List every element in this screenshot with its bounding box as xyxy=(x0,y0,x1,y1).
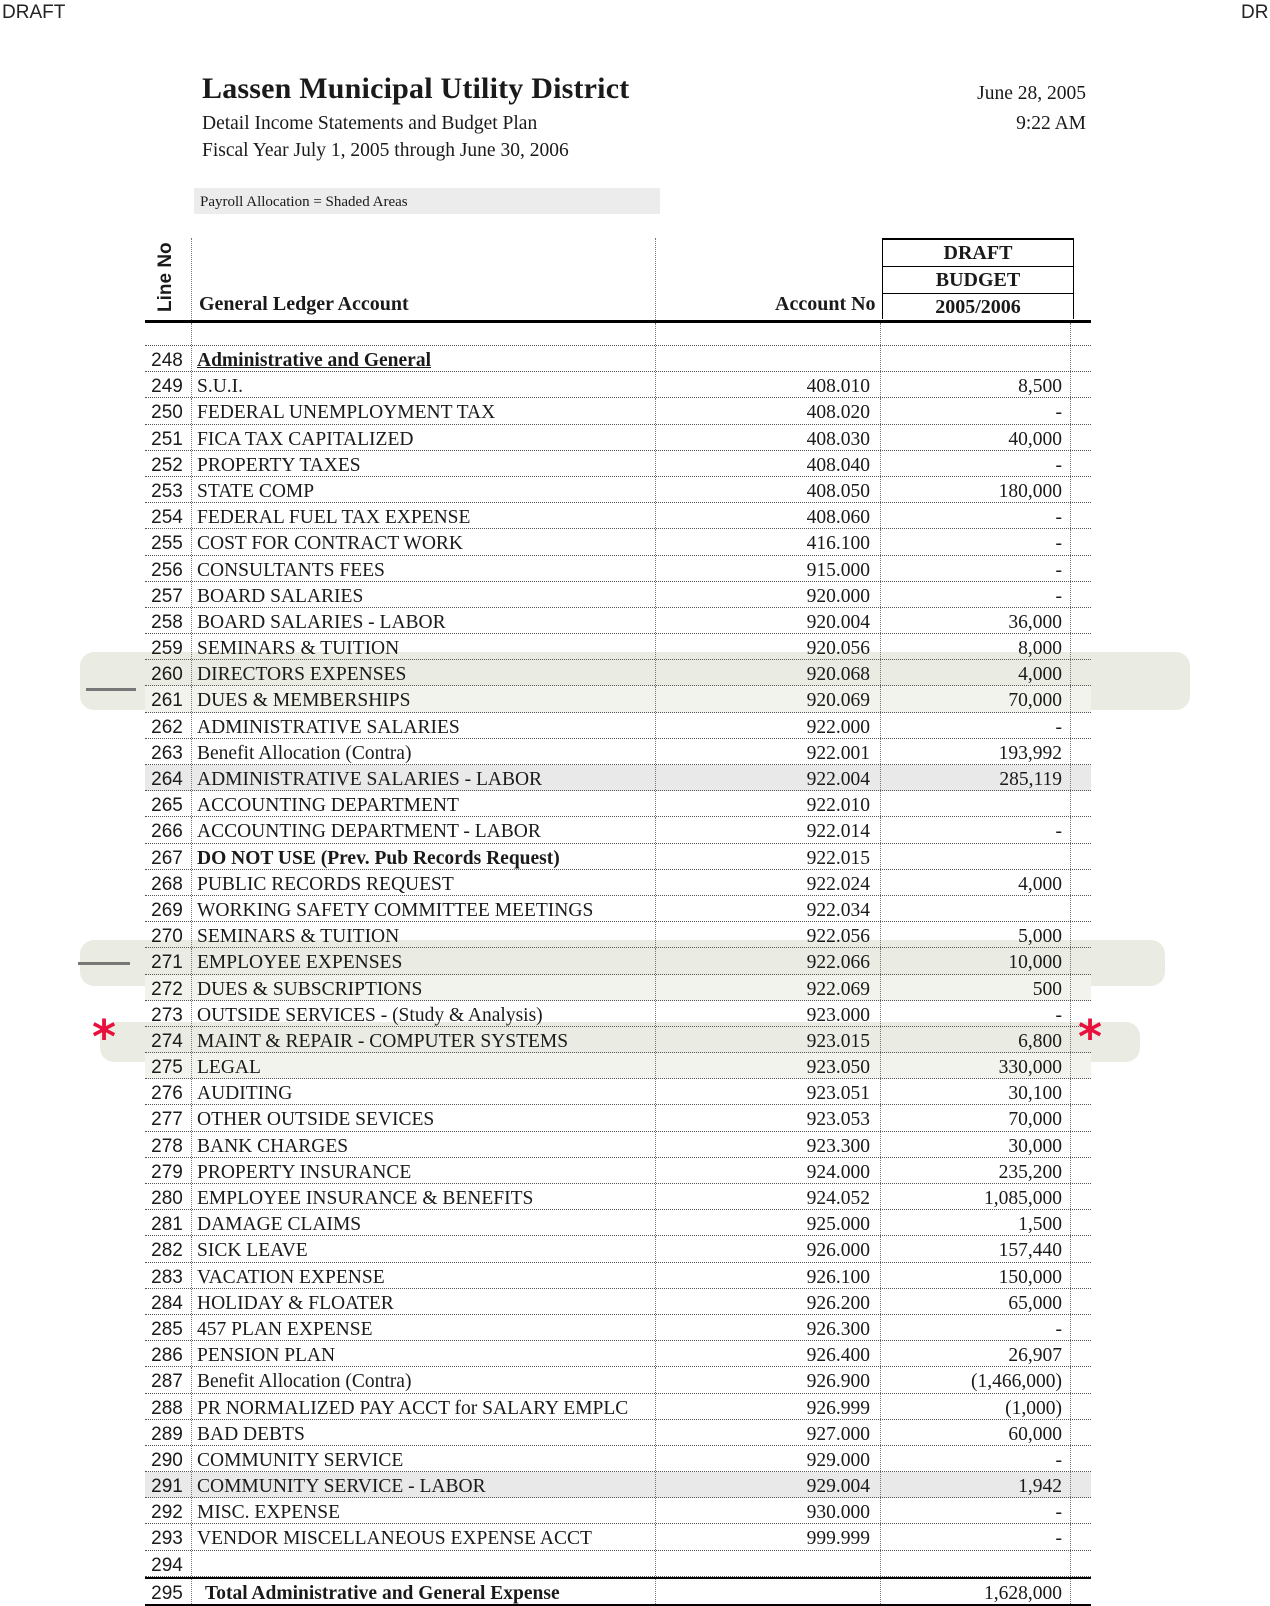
table-row xyxy=(145,1079,1091,1105)
account-number: 408.030 xyxy=(806,428,870,450)
table-row xyxy=(145,477,1091,503)
budget-amount: - xyxy=(1055,716,1062,738)
account-number: 922.014 xyxy=(806,821,870,843)
account-number: 922.010 xyxy=(806,795,870,817)
account-name: SEMINARS & TUITION xyxy=(197,638,400,660)
budget-amount: 193,992 xyxy=(998,742,1062,764)
account-number: 926.999 xyxy=(806,1397,870,1419)
line-number: 256 xyxy=(151,559,183,581)
table-row xyxy=(145,1367,1091,1393)
line-number: 264 xyxy=(151,769,183,790)
line-number: 260 xyxy=(151,664,183,686)
account-number: 920.004 xyxy=(806,611,870,633)
line-number: 267 xyxy=(151,847,183,869)
table-spacer-row xyxy=(145,323,1091,346)
table-row xyxy=(145,948,1091,974)
budget-amount: 30,000 xyxy=(1008,1135,1062,1157)
budget-amount: 157,440 xyxy=(998,1240,1062,1262)
table-row xyxy=(145,870,1091,896)
line-number: 294 xyxy=(151,1554,183,1576)
account-name: PENSION PLAN xyxy=(197,1345,336,1367)
account-number: 922.001 xyxy=(806,742,870,764)
account-number: 923.015 xyxy=(806,1030,870,1052)
table-row xyxy=(145,1053,1091,1079)
account-name: COST FOR CONTRACT WORK xyxy=(197,533,464,555)
table-row xyxy=(145,1446,1091,1472)
account-name: FICA TAX CAPITALIZED xyxy=(197,428,414,450)
account-number: 923.050 xyxy=(806,1057,870,1079)
budget-amount: 40,000 xyxy=(1008,428,1062,450)
budget-amount: - xyxy=(1055,821,1062,843)
budget-amount: 235,200 xyxy=(998,1161,1062,1183)
budget-amount: 1,628,000 xyxy=(984,1582,1062,1604)
account-number: 999.999 xyxy=(806,1528,870,1550)
budget-amount: - xyxy=(1055,1449,1062,1471)
account-name: PROPERTY INSURANCE xyxy=(197,1161,412,1183)
line-number: 252 xyxy=(151,454,183,476)
budget-header-budget: BUDGET xyxy=(883,266,1073,294)
account-number: 920.068 xyxy=(806,664,870,686)
line-number: 277 xyxy=(151,1109,183,1131)
account-number: 408.010 xyxy=(806,376,870,398)
budget-amount: 36,000 xyxy=(1008,611,1062,633)
budget-amount: (1,000) xyxy=(1005,1397,1062,1419)
table-row xyxy=(145,1420,1091,1446)
account-name: LEGAL xyxy=(197,1057,261,1079)
line-number: 276 xyxy=(151,1083,183,1105)
line-number: 287 xyxy=(151,1371,183,1393)
budget-amount: 70,000 xyxy=(1008,690,1062,712)
line-number: 253 xyxy=(151,480,183,502)
account-name: EMPLOYEE INSURANCE & BENEFITS xyxy=(197,1188,534,1209)
account-number: 915.000 xyxy=(806,559,870,581)
line-number: 281 xyxy=(151,1214,183,1236)
account-number: 922.015 xyxy=(806,847,870,869)
line-number: 250 xyxy=(151,402,183,424)
account-number: 926.900 xyxy=(806,1371,870,1393)
account-name: ADMINISTRATIVE SALARIES xyxy=(197,716,460,738)
table-row xyxy=(145,1001,1091,1027)
line-number: 263 xyxy=(151,742,183,764)
account-name: 457 PLAN EXPENSE xyxy=(197,1318,373,1340)
budget-amount: 150,000 xyxy=(998,1266,1062,1288)
account-name: SEMINARS & TUITION xyxy=(197,926,400,948)
budget-amount: 180,000 xyxy=(998,480,1062,502)
budget-amount xyxy=(882,844,1062,869)
budget-amount: 26,907 xyxy=(1008,1345,1062,1367)
line-number: 271 xyxy=(151,952,183,974)
table-row xyxy=(145,1289,1091,1315)
account-number: 929.004 xyxy=(806,1476,870,1498)
budget-amount xyxy=(882,346,1062,371)
account-number: 924.052 xyxy=(806,1188,870,1209)
line-number: 278 xyxy=(151,1135,183,1157)
general-ledger-account-header: General Ledger Account xyxy=(199,293,409,315)
line-number: 261 xyxy=(151,690,183,712)
table-row xyxy=(145,451,1091,477)
account-number: 926.000 xyxy=(806,1240,870,1262)
table-row xyxy=(145,739,1091,765)
budget-amount: 4,000 xyxy=(1018,873,1062,895)
table-row xyxy=(145,686,1091,712)
budget-header xyxy=(882,238,1074,319)
budget-amount: 500 xyxy=(1032,978,1062,1000)
account-name: FEDERAL FUEL TAX EXPENSE xyxy=(197,507,471,529)
line-number: 254 xyxy=(151,507,183,529)
line-number: 284 xyxy=(151,1292,183,1314)
account-number: 923.300 xyxy=(806,1135,870,1157)
account-number: 922.069 xyxy=(806,978,870,1000)
table-row xyxy=(145,346,1091,372)
account-name: FEDERAL UNEMPLOYMENT TAX xyxy=(197,402,496,424)
account-name: DUES & MEMBERSHIPS xyxy=(197,690,411,712)
pen-mark xyxy=(78,962,130,965)
table-row xyxy=(145,1577,1091,1606)
account-name xyxy=(197,1551,655,1576)
table-row xyxy=(145,1498,1091,1524)
table-row xyxy=(145,608,1091,634)
budget-header-year: 2005/2006 xyxy=(935,296,1021,318)
account-number: 926.400 xyxy=(806,1345,870,1367)
table-row xyxy=(145,1551,1091,1577)
account-number: 922.004 xyxy=(806,769,870,790)
account-number: 922.056 xyxy=(806,926,870,948)
account-name: S.U.I. xyxy=(197,376,244,398)
line-number: 255 xyxy=(151,533,183,555)
account-number: 920.000 xyxy=(806,585,870,607)
line-number: 285 xyxy=(151,1318,183,1340)
account-number: 922.000 xyxy=(806,716,870,738)
table-row xyxy=(145,1132,1091,1158)
table-row xyxy=(145,1524,1091,1550)
account-name: BAD DEBTS xyxy=(197,1423,305,1445)
line-number: 275 xyxy=(151,1057,183,1079)
table-row xyxy=(145,1341,1091,1367)
table-row xyxy=(145,1394,1091,1420)
table-row xyxy=(145,844,1091,870)
budget-amount: 30,100 xyxy=(1008,1083,1062,1105)
budget-amount: 285,119 xyxy=(999,769,1062,790)
budget-amount: 60,000 xyxy=(1008,1423,1062,1445)
budget-amount: 65,000 xyxy=(1008,1292,1062,1314)
line-number: 262 xyxy=(151,716,183,738)
budget-amount xyxy=(882,1551,1062,1576)
draft-watermark-right: DR xyxy=(1241,2,1269,23)
budget-amount xyxy=(882,791,1062,816)
table-row xyxy=(145,1027,1091,1053)
account-number: 923.053 xyxy=(806,1109,870,1131)
table-row xyxy=(145,398,1091,424)
account-name: EMPLOYEE EXPENSES xyxy=(197,952,403,974)
account-number: 416.100 xyxy=(806,533,870,555)
payroll-allocation-note: Payroll Allocation = Shaded Areas xyxy=(194,188,660,214)
account-number: 920.069 xyxy=(806,690,870,712)
line-number: 291 xyxy=(151,1476,183,1498)
line-number: 248 xyxy=(151,350,183,371)
table-row xyxy=(145,660,1091,686)
budget-amount: 1,942 xyxy=(1018,1476,1062,1498)
line-number: 265 xyxy=(151,795,183,817)
account-name: OTHER OUTSIDE SEVICES xyxy=(197,1109,435,1131)
fiscal-year-line: Fiscal Year July 1, 2005 through June 30, 2006 xyxy=(202,140,569,161)
account-name: PUBLIC RECORDS REQUEST xyxy=(197,873,454,895)
account-name: AUDITING xyxy=(197,1083,293,1105)
line-number: 269 xyxy=(151,899,183,921)
table-row xyxy=(145,791,1091,817)
account-name: VACATION EXPENSE xyxy=(197,1266,385,1288)
account-name: HOLIDAY & FLOATER xyxy=(197,1292,394,1314)
account-name: ACCOUNTING DEPARTMENT xyxy=(197,795,459,817)
account-number: 922.066 xyxy=(806,952,870,974)
budget-amount xyxy=(882,896,1062,921)
line-number: 286 xyxy=(151,1345,183,1367)
budget-amount: - xyxy=(1055,454,1062,476)
account-name: DUES & SUBSCRIPTIONS xyxy=(197,978,423,1000)
account-number xyxy=(657,1579,870,1604)
budget-amount: 10,000 xyxy=(1008,952,1062,974)
red-asterisk-right: * xyxy=(1078,1010,1103,1064)
account-number: 926.200 xyxy=(806,1292,870,1314)
account-name: WORKING SAFETY COMMITTEE MEETINGS xyxy=(197,899,594,921)
account-name: CONSULTANTS FEES xyxy=(197,559,385,581)
account-number: 408.050 xyxy=(806,480,870,502)
table-row xyxy=(145,975,1091,1001)
budget-amount: - xyxy=(1055,559,1062,581)
line-number: 290 xyxy=(151,1449,183,1471)
account-number: 930.000 xyxy=(806,1502,870,1524)
account-number: 924.000 xyxy=(806,1161,870,1183)
account-number: 926.300 xyxy=(806,1318,870,1340)
budget-amount: - xyxy=(1055,402,1062,424)
account-number: 925.000 xyxy=(806,1214,870,1236)
budget-amount: 1,085,000 xyxy=(984,1188,1062,1209)
table-row xyxy=(145,1184,1091,1210)
line-number: 259 xyxy=(151,638,183,660)
budget-amount: - xyxy=(1055,1004,1062,1026)
pen-mark xyxy=(86,688,136,691)
report-time: 9:22 AM xyxy=(1016,113,1086,134)
line-number: 280 xyxy=(151,1188,183,1209)
budget-amount: 330,000 xyxy=(998,1057,1062,1079)
table-row xyxy=(145,1210,1091,1236)
account-no-header: Account No xyxy=(775,293,876,315)
table-row xyxy=(145,582,1091,608)
account-name: PR NORMALIZED PAY ACCT for SALARY EMPLC xyxy=(197,1397,629,1419)
account-number: 922.034 xyxy=(806,899,870,921)
account-name: BANK CHARGES xyxy=(197,1135,349,1157)
account-number xyxy=(657,346,870,371)
account-name: DAMAGE CLAIMS xyxy=(197,1214,362,1236)
account-name: BOARD SALARIES xyxy=(197,585,364,607)
table-row xyxy=(145,503,1091,529)
line-number: 292 xyxy=(151,1502,183,1524)
report-title: Lassen Municipal Utility District xyxy=(202,72,630,105)
table-body xyxy=(145,346,1091,1606)
table-row xyxy=(145,1105,1091,1131)
account-number: 920.056 xyxy=(806,638,870,660)
budget-amount: - xyxy=(1055,1528,1062,1550)
table-row xyxy=(145,1472,1091,1498)
budget-amount: - xyxy=(1055,507,1062,529)
account-name: MAINT & REPAIR - COMPUTER SYSTEMS xyxy=(197,1030,569,1052)
account-name: BOARD SALARIES - LABOR xyxy=(197,611,446,633)
account-number: 929.000 xyxy=(806,1449,870,1471)
table-row xyxy=(145,765,1091,791)
line-number: 295 xyxy=(151,1582,183,1604)
line-number: 257 xyxy=(151,585,183,607)
account-name: Total Administrative and General Expense xyxy=(205,1582,560,1604)
table-row xyxy=(145,556,1091,582)
line-number: 282 xyxy=(151,1240,183,1262)
table-row xyxy=(145,713,1091,739)
table-row xyxy=(145,1158,1091,1184)
account-number: 408.040 xyxy=(806,454,870,476)
account-name: STATE COMP xyxy=(197,480,315,502)
table-row xyxy=(145,1315,1091,1341)
account-name: ADMINISTRATIVE SALARIES - LABOR xyxy=(197,769,543,790)
report-subtitle: Detail Income Statements and Budget Plan xyxy=(202,113,538,134)
line-number: 266 xyxy=(151,821,183,843)
line-number: 279 xyxy=(151,1161,183,1183)
line-number: 288 xyxy=(151,1397,183,1419)
account-number: 926.100 xyxy=(806,1266,870,1288)
budget-amount: (1,466,000) xyxy=(971,1371,1062,1393)
account-name: DIRECTORS EXPENSES xyxy=(197,664,407,686)
red-asterisk-left: * xyxy=(92,1010,117,1064)
budget-table xyxy=(145,238,1091,1606)
account-number: 927.000 xyxy=(806,1423,870,1445)
account-number: 922.024 xyxy=(806,873,870,895)
line-number: 283 xyxy=(151,1266,183,1288)
line-number: 273 xyxy=(151,1004,183,1026)
account-number: 408.060 xyxy=(806,507,870,529)
table-row xyxy=(145,529,1091,555)
line-no-header: Line No xyxy=(155,242,176,312)
table-row xyxy=(145,1236,1091,1262)
account-number xyxy=(657,1551,870,1576)
account-number: 923.000 xyxy=(806,1004,870,1026)
table-row xyxy=(145,425,1091,451)
budget-amount: 8,000 xyxy=(1018,638,1062,660)
table-row xyxy=(145,896,1091,922)
account-name: PROPERTY TAXES xyxy=(197,454,361,476)
table-row xyxy=(145,634,1091,660)
budget-amount: 70,000 xyxy=(1008,1109,1062,1131)
line-number: 274 xyxy=(151,1030,183,1052)
budget-header-draft: DRAFT xyxy=(943,242,1013,264)
table-header xyxy=(145,238,1091,323)
budget-amount: 6,800 xyxy=(1018,1030,1062,1052)
account-number: 408.020 xyxy=(806,402,870,424)
account-name: OUTSIDE SERVICES - (Study & Analysis) xyxy=(197,1004,543,1026)
table-row xyxy=(145,372,1091,398)
account-name: ACCOUNTING DEPARTMENT - LABOR xyxy=(197,821,541,843)
line-number: 268 xyxy=(151,873,183,895)
budget-amount: 1,500 xyxy=(1018,1214,1062,1236)
draft-watermark-left: DRAFT xyxy=(2,2,66,23)
account-name: COMMUNITY SERVICE - LABOR xyxy=(197,1476,486,1498)
budget-amount: - xyxy=(1055,1502,1062,1524)
budget-amount: 8,500 xyxy=(1018,376,1062,398)
line-number: 249 xyxy=(151,376,183,398)
line-number: 258 xyxy=(151,611,183,633)
budget-amount: - xyxy=(1055,533,1062,555)
account-name: Administrative and General xyxy=(197,350,431,371)
line-number: 289 xyxy=(151,1423,183,1445)
account-name: Benefit Allocation (Contra) xyxy=(197,1371,412,1393)
line-number: 251 xyxy=(151,428,183,450)
report-date: June 28, 2005 xyxy=(977,83,1086,104)
budget-amount: 4,000 xyxy=(1018,664,1062,686)
table-row xyxy=(145,922,1091,948)
budget-amount: - xyxy=(1055,585,1062,607)
account-number: 923.051 xyxy=(806,1083,870,1105)
account-name: DO NOT USE (Prev. Pub Records Request) xyxy=(197,847,560,869)
line-number: 270 xyxy=(151,926,183,948)
line-number: 293 xyxy=(151,1528,183,1550)
account-name: SICK LEAVE xyxy=(197,1240,308,1262)
line-number: 272 xyxy=(151,978,183,1000)
budget-amount: - xyxy=(1055,1318,1062,1340)
account-name: MISC. EXPENSE xyxy=(197,1502,341,1524)
account-name: COMMUNITY SERVICE xyxy=(197,1449,404,1471)
table-row xyxy=(145,1263,1091,1289)
account-name: VENDOR MISCELLANEOUS EXPENSE ACCT xyxy=(197,1528,592,1550)
table-row xyxy=(145,817,1091,843)
budget-amount: 5,000 xyxy=(1018,926,1062,948)
account-name: Benefit Allocation (Contra) xyxy=(197,742,412,764)
